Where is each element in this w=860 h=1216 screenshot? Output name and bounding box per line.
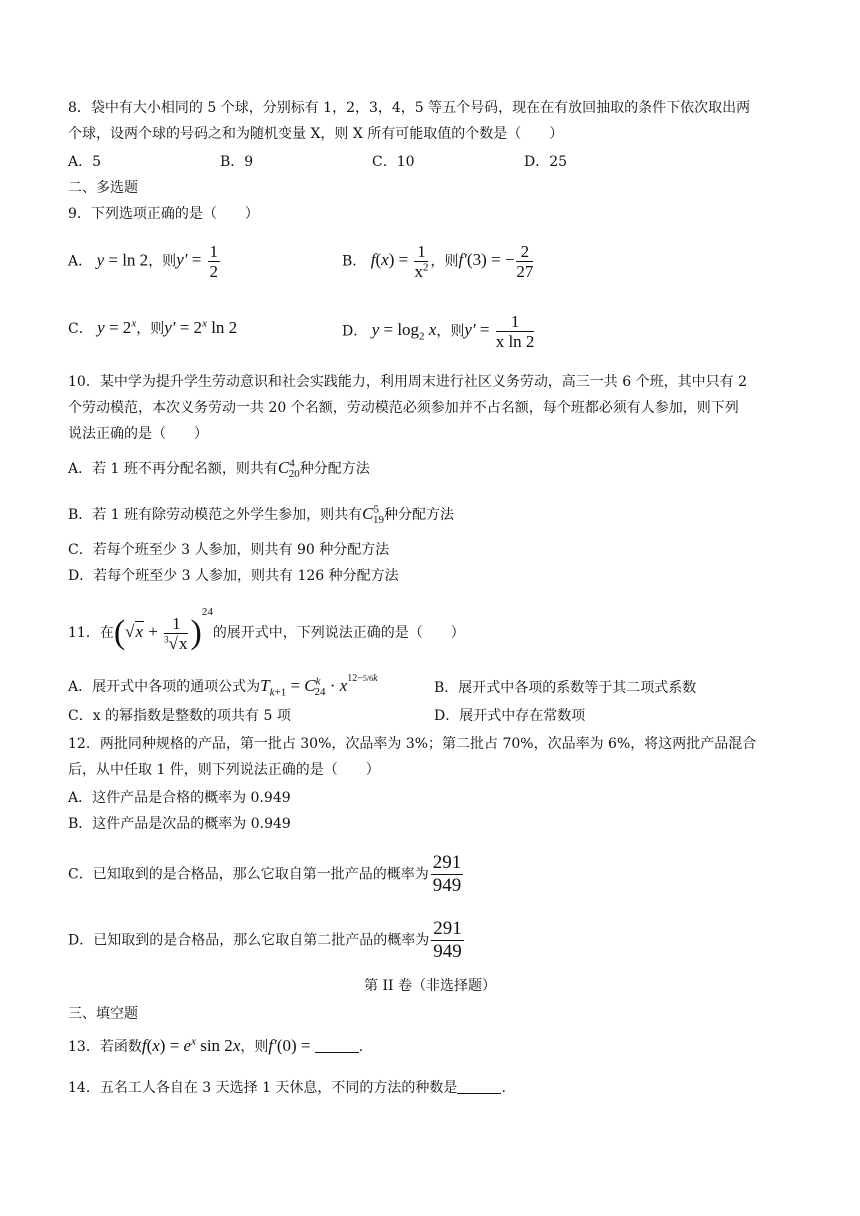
- q10-line2: 个劳动模范，本次义务劳动一共 20 个名额，劳动模范必须参加并不占名额，每个班都必须有人参加，则下列: [68, 400, 739, 416]
- q12-line1: 12．两批同种规格的产品，第一批占 30%，次品率为 3%；第二批占 70%，次品率为 6%，将这两批产品混合: [68, 736, 757, 752]
- q9-a-text: ，则: [148, 253, 177, 270]
- part2-title: 第 II 卷（非选择题）: [364, 978, 496, 994]
- q10-b-text: B．若 1 班有除劳动模范之外学生参加，则共有: [68, 507, 363, 523]
- q12-c-text: C．已知取到的是合格品，那么它取自第一批产品的概率为: [68, 866, 429, 883]
- q11-option-b: B．展开式中各项的系数等于其二项式系数: [434, 680, 697, 696]
- q9-d-text: ，则: [436, 323, 465, 340]
- q10-a-post: 种分配方法: [299, 461, 370, 477]
- q10-option-b: [68, 504, 454, 525]
- q10-a-text: A．若 1 班不再分配名额，则共有: [68, 461, 278, 477]
- q13-answer-blank[interactable]: [315, 1038, 359, 1053]
- q12-option-b: B．这件产品是次品的概率为 0.949: [68, 816, 291, 832]
- q12-option-d: [68, 918, 466, 963]
- q12-c-fraction: [431, 852, 464, 897]
- q10-line3: 说法正确的是（ ）: [68, 426, 208, 442]
- q10-option-d: D．若每个班至少 3 人参加，则共有 126 种分配方法: [68, 568, 399, 584]
- q14: [68, 1078, 506, 1098]
- section-fill-in-blank: 三、填空题: [68, 1006, 138, 1022]
- q11-option-d: D．展开式中存在常数项: [434, 708, 586, 724]
- q9-c-formula: $y = 2^x$: [97, 317, 137, 337]
- q9-b-text: ，则: [430, 253, 459, 270]
- q14-text: 14．五名工人各自在 3 天选择 1 天休息，不同的方法的种数是: [68, 1080, 458, 1096]
- q11-binomial: (√x + $\frac{1}{^3√x}$ )$^{24}$: [113, 606, 213, 653]
- q10-line1: 10．某中学为提升学生劳动意识和社会实践能力，利用周末进行社区义务劳动，高三一共 6 个班，其中只有 2: [68, 374, 747, 390]
- q9-c-label: C．: [68, 321, 93, 337]
- q9-option-b: [342, 242, 535, 281]
- q8-option-b: B．9: [220, 154, 254, 170]
- q10-a-combination: $C^4_{20}$: [277, 457, 300, 481]
- q12-c-numerator: 291: [432, 852, 462, 873]
- q10-option-c: C．若每个班至少 3 人参加，则共有 90 种分配方法: [68, 542, 390, 558]
- q14-answer-blank[interactable]: [457, 1079, 501, 1094]
- q10-b-post: 种分配方法: [383, 507, 454, 523]
- q11-pre: 11．在: [68, 625, 114, 641]
- q8-line1: 8．袋中有大小相同的 5 个球，分别标有 1，2，3，4，5 等五个号码，现在在有放回抽取的条件下依次取出两: [68, 100, 751, 116]
- q9-d-derivative: y′ = $\frac{1}{\text{x ln 2}}$: [464, 312, 535, 351]
- q13-mid: ，则: [240, 1039, 269, 1055]
- q11-option-c: C．x 的幂指数是整数的项共有 5 项: [68, 708, 291, 724]
- q9-d-label: D．: [342, 323, 368, 340]
- q13: 13．若函数$f(x) = e^x$ sin 2x，则f′(0) = .: [68, 1035, 364, 1055]
- q12-option-a: A．这件产品是合格的概率为 0.949: [68, 790, 291, 806]
- q12-d-fraction: [431, 918, 464, 963]
- q12-d-text: D．已知取到的是合格品，那么它取自第二批产品的概率为: [68, 932, 430, 949]
- q9-option-d: [342, 312, 536, 351]
- q9-c-derivative: $y' = 2^x$ ln 2: [164, 317, 238, 337]
- q9-b-formula: f(x) = $\frac{1}{x^2}$: [370, 242, 429, 281]
- q11-post: 的展开式中，下列说法正确的是（ ）: [212, 625, 465, 641]
- q9-option-c: [68, 318, 237, 339]
- q11-a-text: A．展开式中各项的通项公式为: [68, 679, 261, 695]
- q12-line2: 后，从中任取 1 件，则下列说法正确的是（ ）: [68, 762, 380, 778]
- q9-a-formula: y = ln 2: [96, 250, 149, 270]
- q8-option-d: D．25: [524, 154, 568, 170]
- q12-d-denominator: 949: [433, 941, 462, 962]
- q14-end: .: [501, 1080, 506, 1096]
- q9-option-a: [68, 242, 222, 281]
- q11-general-term: $T_{k+1} = C^k_{24} \cdot x^{12-5/6k}$: [260, 673, 378, 699]
- q8-line2: 个球，设两个球的号码之和为随机变量 X，则 X 所有可能取值的个数是（ ）: [68, 126, 564, 142]
- q9-a-label: A．: [68, 253, 93, 270]
- q13-function: $f(x) = e^x$ sin 2x: [141, 1035, 241, 1055]
- section-multiple-choice: 二、多选题: [68, 180, 138, 196]
- q13-derivative: f′(0) =: [268, 1036, 315, 1055]
- q12-c-denominator: 949: [432, 875, 462, 896]
- q13-pre: 13．若函数: [68, 1039, 142, 1055]
- q9-b-derivative: f′(3) = − $\frac{2}{27}$: [458, 242, 534, 281]
- q8-option-c: C．10: [372, 154, 415, 170]
- q11-stem: [68, 606, 465, 653]
- q11-option-a: [68, 673, 378, 699]
- q9-stem: 9．下列选项正确的是（ ）: [68, 206, 259, 222]
- q9-d-formula: $y = \log_2 x$: [371, 320, 437, 343]
- q8-option-a: A．5: [68, 154, 102, 170]
- q12-d-numerator: 291: [433, 918, 462, 939]
- q9-b-label: B．: [342, 253, 367, 270]
- q9-c-text: ，则: [136, 321, 165, 337]
- q12-option-c: [68, 852, 465, 897]
- q9-a-derivative: y′ = $\frac{1}{2}$: [176, 242, 219, 281]
- q10-option-a: [68, 458, 370, 479]
- q10-b-combination: $C^5_{19}$: [362, 503, 384, 527]
